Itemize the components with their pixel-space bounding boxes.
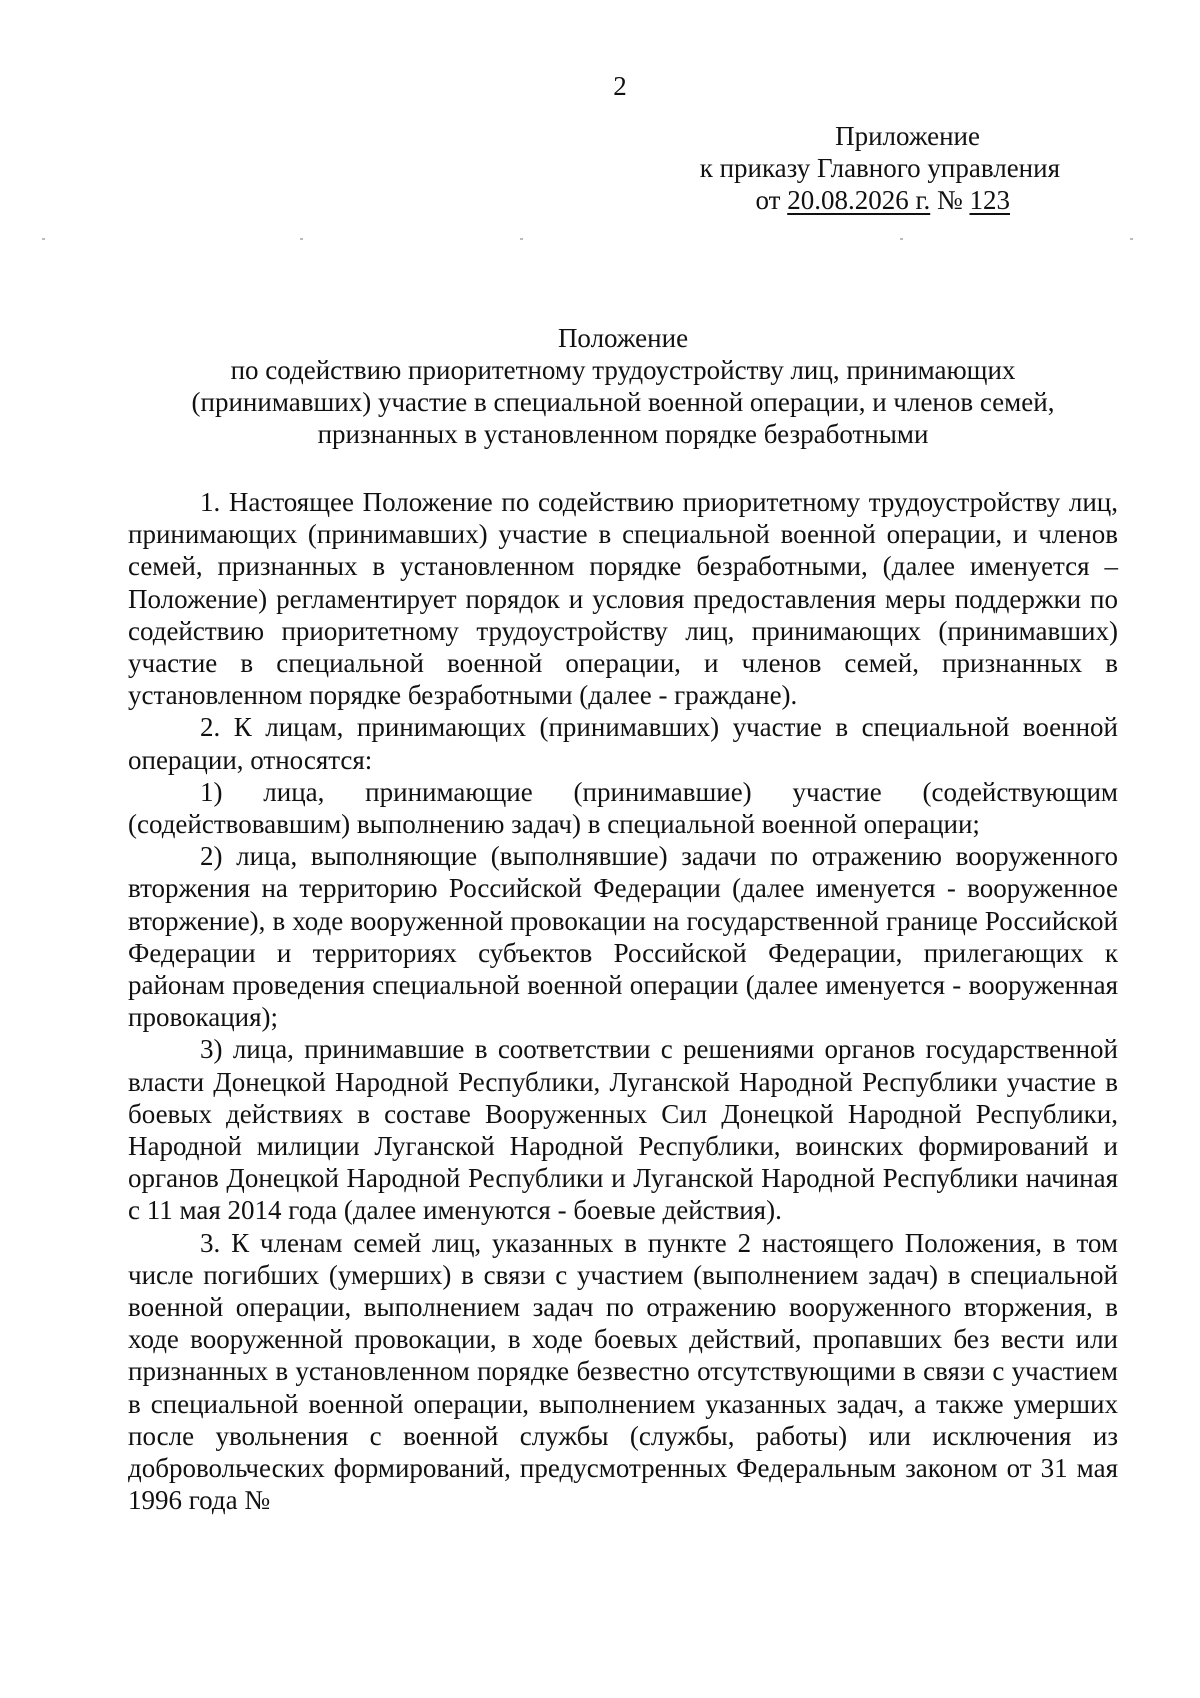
scan-artifact [900,238,903,240]
paragraph-1: 1. Настоящее Положение по содействию приоритетному трудоустройству лиц, принимающих (принимавших) участие в специальной военной операции, и членов семей, признанных в установленном порядке безработными, (далее именуется – Положение) регламентирует порядок и условия предоставления меры поддержки по содействию приоритетному трудоустройству лиц, принимающих (принимавших) участие в специальной военной операции, и членов семей, признанных в установленном порядке безработными (далее - граждане). [128,487,1118,711]
appendix-date-number-line [460,184,1060,216]
paragraph-2-item-2: 2) лица, выполняющие (выполнявшие) задачи по отражению вооруженного вторжения на территорию Российской Федерации (далее именуется - вооруженное вторжение), в ходе вооруженной провокации на государственной границе Российской Федерации и территориях субъектов Российской Федерации, прилегающих к районам проведения специальной военной операции (далее именуется - вооруженная провокация); [128,841,1118,1033]
page-number: 2 [613,71,627,101]
document-title [128,322,1118,450]
title-line-2: по содействию приоритетному трудоустройству лиц, принимающих [230,355,1016,385]
document-body [128,486,1118,1517]
order-date: 20.08.2026 г. [787,185,931,215]
scan-artifact [1130,238,1133,240]
title-line-4: признанных в установленном порядке безработными [317,419,929,449]
paragraph-2-item-3: 3) лица, принимавшие в соответствии с решениями органов государственной власти Донецкой Народной Республики, Луганской Народной Республики участие в боевых действиях в составе Вооруженных Сил Донецкой Народной Республики, Народной милиции Луганской Народной Республики, воинских формирований и органов Донецкой Народной Республики и Луганской Народной Республики начиная с 11 мая 2014 года (далее именуются - боевые действия). [128,1034,1118,1226]
scan-artifact [520,238,523,240]
date-prefix: от [755,185,788,215]
appendix-header [460,120,1060,216]
scan-artifact [300,238,303,240]
paragraph-2: 2. К лицам, принимающих (принимавших) участие в специальной военной операции, относятся: [128,712,1118,775]
paragraph-3: 3. К членам семей лиц, указанных в пункте 2 настоящего Положения, в том числе погибших (умерших) в связи с участием (выполнением задач) в специальной военной операции, выполнением задач по отражению вооруженного вторжения, в ходе вооруженной провокации, в ходе боевых действий, пропавших без вести или признанных в установленном порядке безвестно отсутствующими в связи с участием в специальной военной операции, выполнением указанных задач, а также умерших после увольнения с военной службы (службы, работы) или исключения из добровольческих формирований, предусмотренных Федеральным законом от 31 мая 1996 года № [128,1227,1118,1516]
paragraph-2-item-1: 1) лица, принимающие (принимавшие) участие (содействующим (содействовавшим) выполнению задач) в специальной военной операции; [128,776,1118,840]
appendix-order-reference: к приказу Главного управления [699,153,1060,183]
appendix-title: Приложение [835,121,980,151]
title-line-3: (принимавших) участие в специальной военной операции, и членов семей, [191,387,1055,417]
order-number: 123 [969,185,1010,215]
number-prefix: № [930,185,970,215]
scan-artifact [42,238,45,240]
title-line-1: Положение [557,323,689,353]
